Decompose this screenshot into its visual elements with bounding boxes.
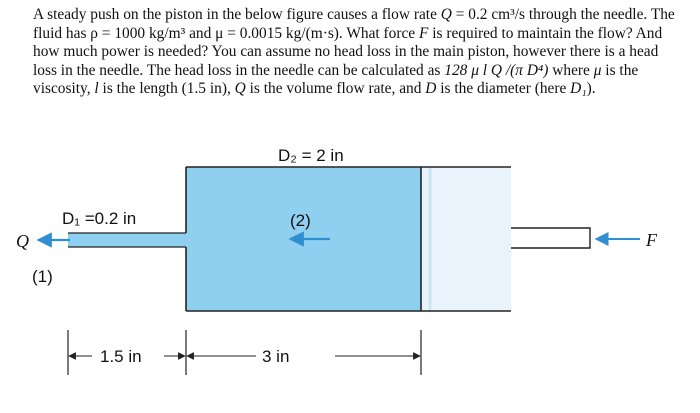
d1-label: D₁ =0.2 in [62,209,137,228]
symbol-q: Q [234,80,246,98]
f-label: F [646,230,657,250]
needle-length-label: 1.5 in [100,347,142,366]
text-segment: is the diameter (here [436,80,571,98]
text-segment: = 0.2 cm³/s through the needle. The fluid has ρ = 1000 kg/m³ and μ = 0.0015 kg/(m·s). What force [33,6,675,42]
needle-fluid [68,233,186,247]
symbol-d1: D₁ [570,80,587,98]
symbol-f: F [418,24,429,42]
text-segment: is the viscosity, [33,61,639,98]
text-segment: A steady push on the piston in the below figure causes a flow rate [33,6,441,23]
head-loss-formula: 128 μ l Q /(π D⁴) [444,61,549,79]
cylinder-length-label: 3 in [262,347,290,366]
symbol-q: Q [440,6,452,23]
symbol-mu: μ [593,61,602,79]
text-segment: is the volume flow rate, and [245,80,426,98]
d2-label: D₂ = 2 in [278,146,344,165]
text-segment: is the length (1.5 in), [98,80,235,98]
piston-rod [511,228,590,248]
text-segment: where [548,61,594,79]
text-segment: is required to maintain the flow? And how much power is needed? You can assume no head loss in the main piston, however there is a head loss in the needle. The head loss in the needle can be calculated as [33,24,663,79]
section-2-label: (2) [290,211,311,230]
q-label: Q [16,231,29,251]
text-segment: ). [586,80,596,98]
section-1-label: (1) [32,267,53,286]
symbol-d: D [425,80,437,98]
symbol-l: l [94,80,99,98]
piston [421,167,511,311]
